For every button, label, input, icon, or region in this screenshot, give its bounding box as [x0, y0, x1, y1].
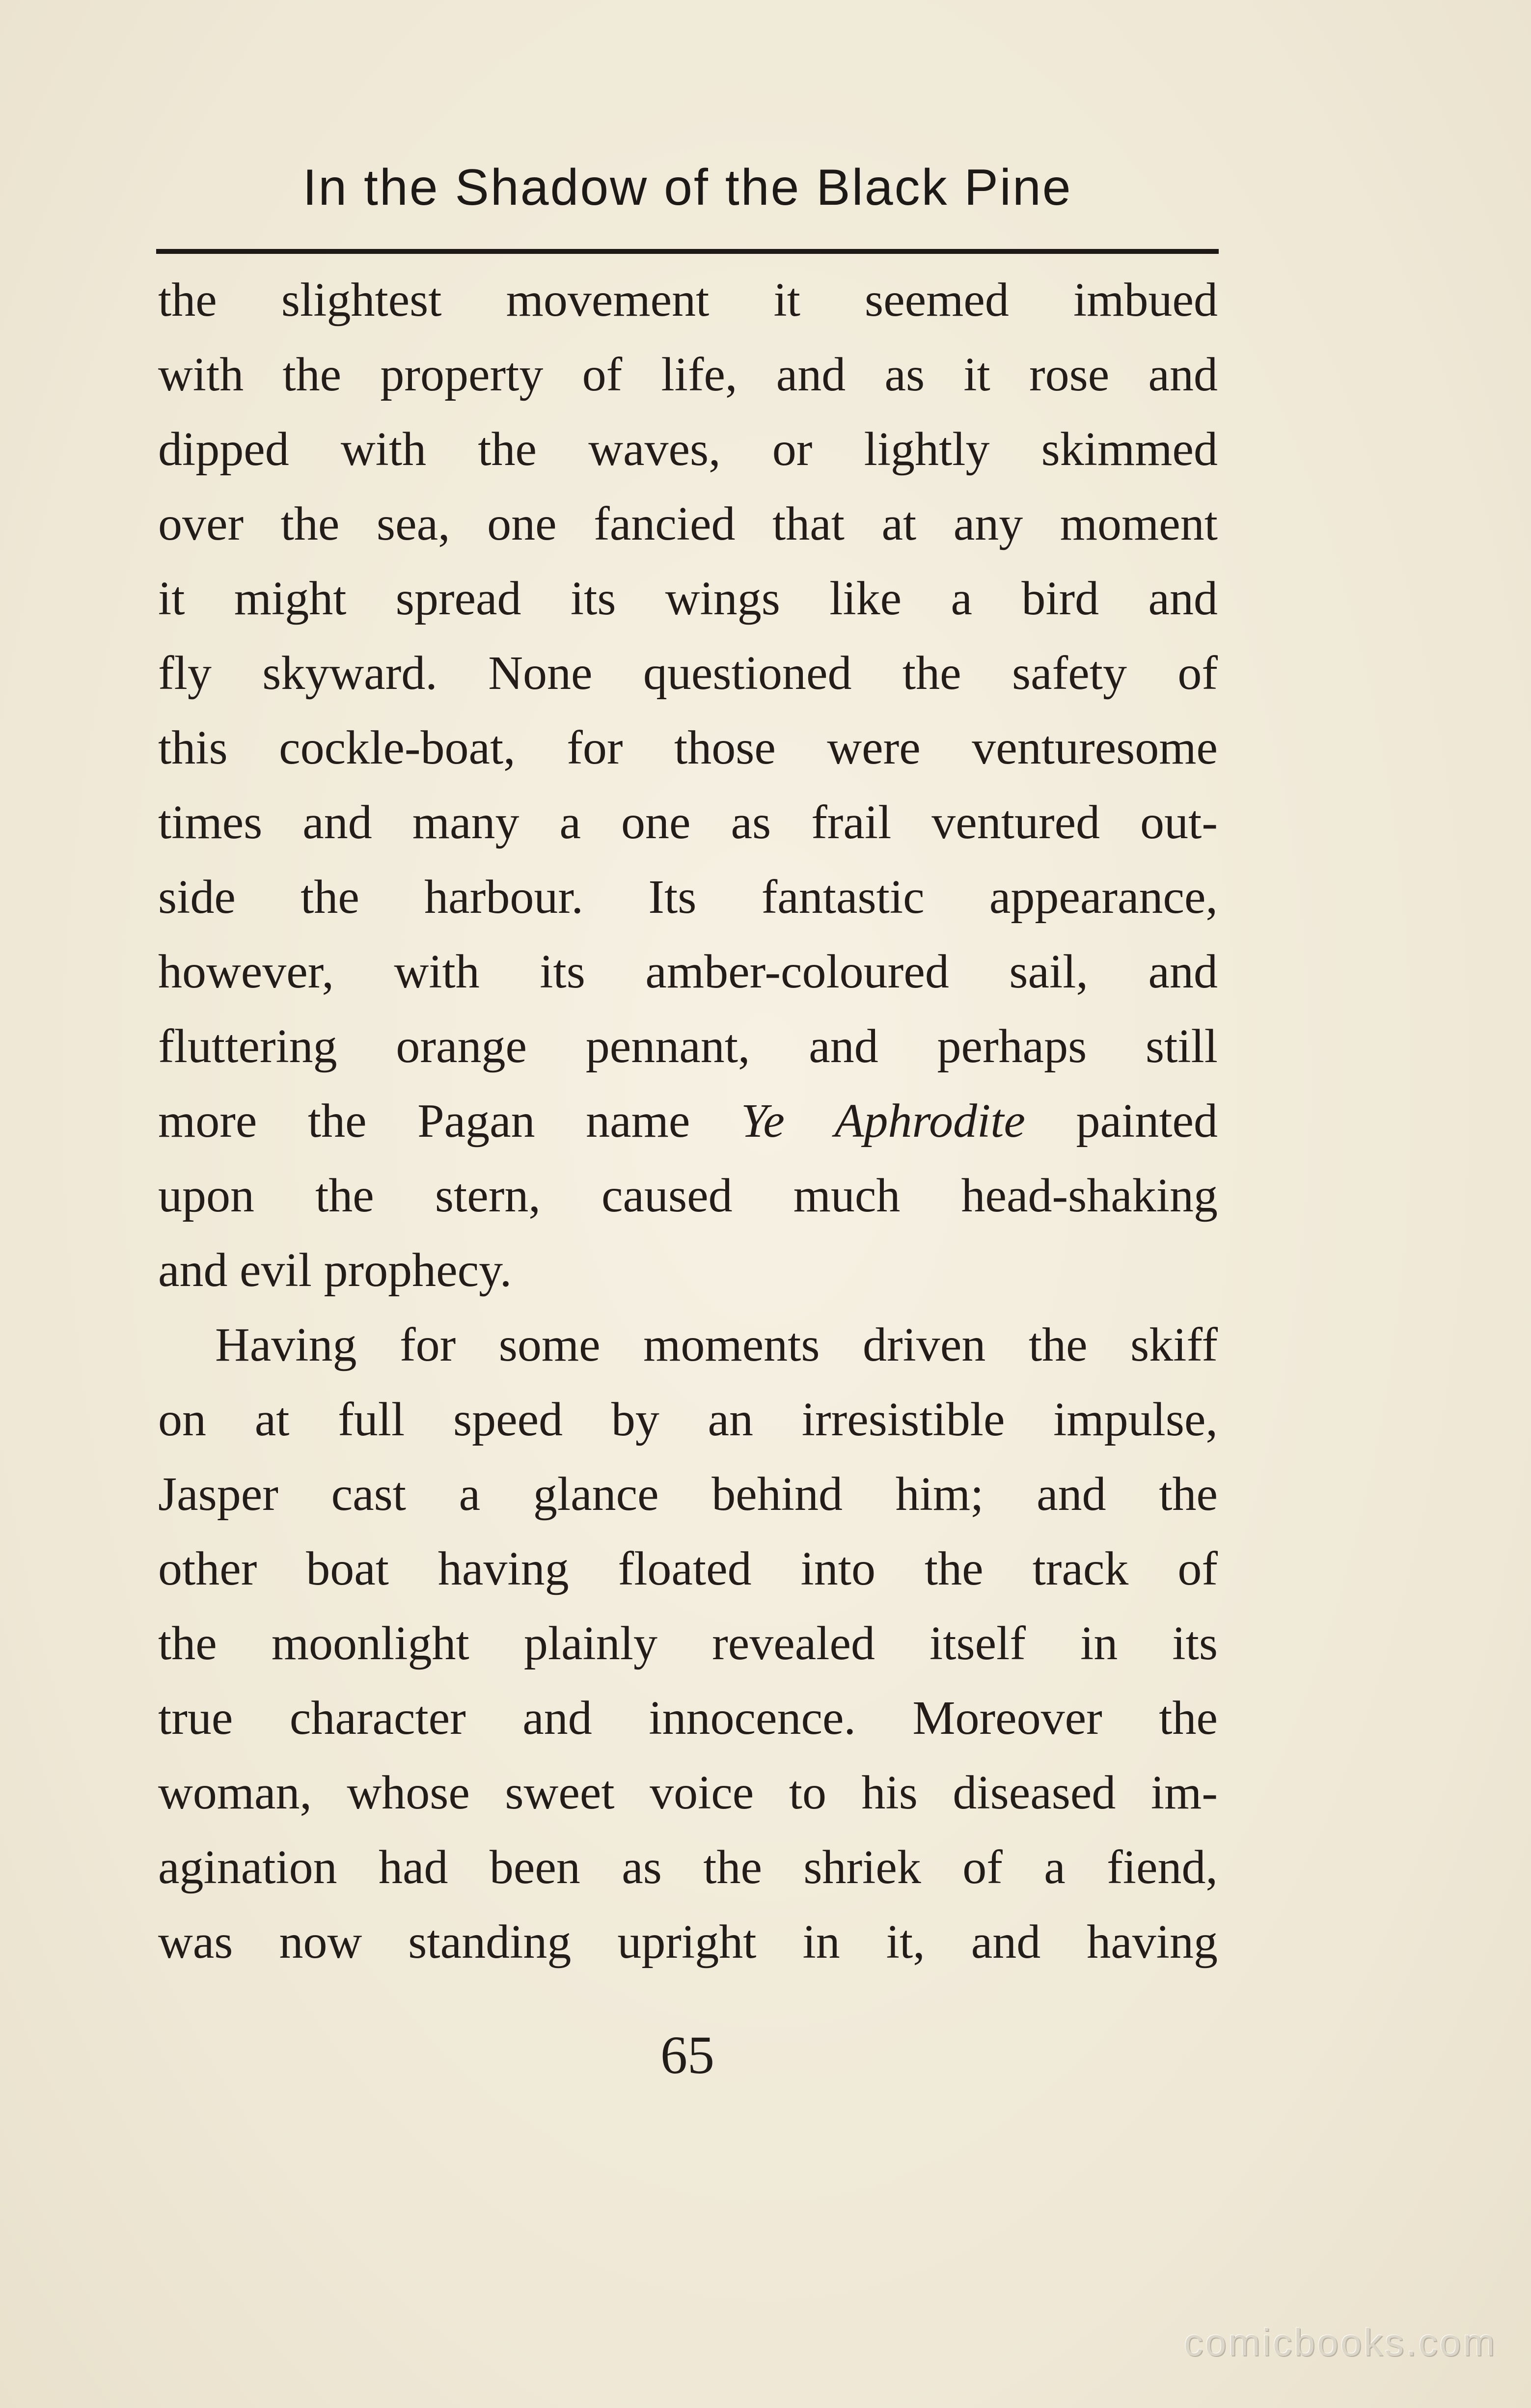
text-line: it might spread its wings like a bird and — [158, 572, 1218, 625]
text-line: other boat having floated into the track of — [158, 1542, 1218, 1595]
text-line: the moonlight plainly revealed itself in its — [158, 1617, 1218, 1670]
text-line: fly skyward. None questioned the safety of — [158, 647, 1218, 700]
text-line: dipped with the waves, or lightly skimmed — [158, 423, 1218, 476]
text-line: the slightest movement it seemed imbued — [158, 274, 1218, 327]
text-line: times and many a one as frail ventured out- — [158, 796, 1218, 849]
text-segment: more the Pagan name — [158, 1095, 741, 1148]
watermark: comicbooks.com — [1184, 2321, 1497, 2364]
text-line-with-italic — [158, 1084, 1218, 1158]
text-line: with the property of life, and as it rose and — [158, 348, 1218, 401]
text-line: this cockle-boat, for those were venturesome — [158, 721, 1218, 774]
text-line: upon the stern, caused much head-shaking — [158, 1169, 1218, 1222]
text-line: on at full speed by an irresistible impulse, — [158, 1393, 1218, 1446]
text-line: fluttering orange pennant, and perhaps still — [158, 1020, 1218, 1073]
text-line: and evil prophecy. — [158, 1244, 512, 1297]
italic-ship-name: Ye Aphrodite — [740, 1095, 1025, 1148]
header-rule — [156, 249, 1219, 254]
text-line: over the sea, one fancied that at any moment — [158, 497, 1218, 550]
text-line: side the harbour. Its fantastic appearance, — [158, 871, 1218, 924]
text-line: agination had been as the shriek of a fiend, — [158, 1841, 1218, 1894]
text-line: woman, whose sweet voice to his diseased im- — [158, 1766, 1218, 1819]
body-text — [158, 263, 1218, 1979]
text-line: was now standing upright in it, and having — [158, 1915, 1218, 1969]
text-line: Jasper cast a glance behind him; and the — [158, 1468, 1218, 1521]
text-line: however, with its amber-coloured sail, and — [158, 945, 1218, 998]
text-segment: painted — [1025, 1095, 1218, 1148]
page-number: 65 — [660, 2025, 714, 2085]
running-head: In the Shadow of the Black Pine — [302, 159, 1072, 216]
text-line: Having for some moments driven the skiff — [215, 1318, 1218, 1371]
text-line: true character and innocence. Moreover the — [158, 1692, 1218, 1745]
